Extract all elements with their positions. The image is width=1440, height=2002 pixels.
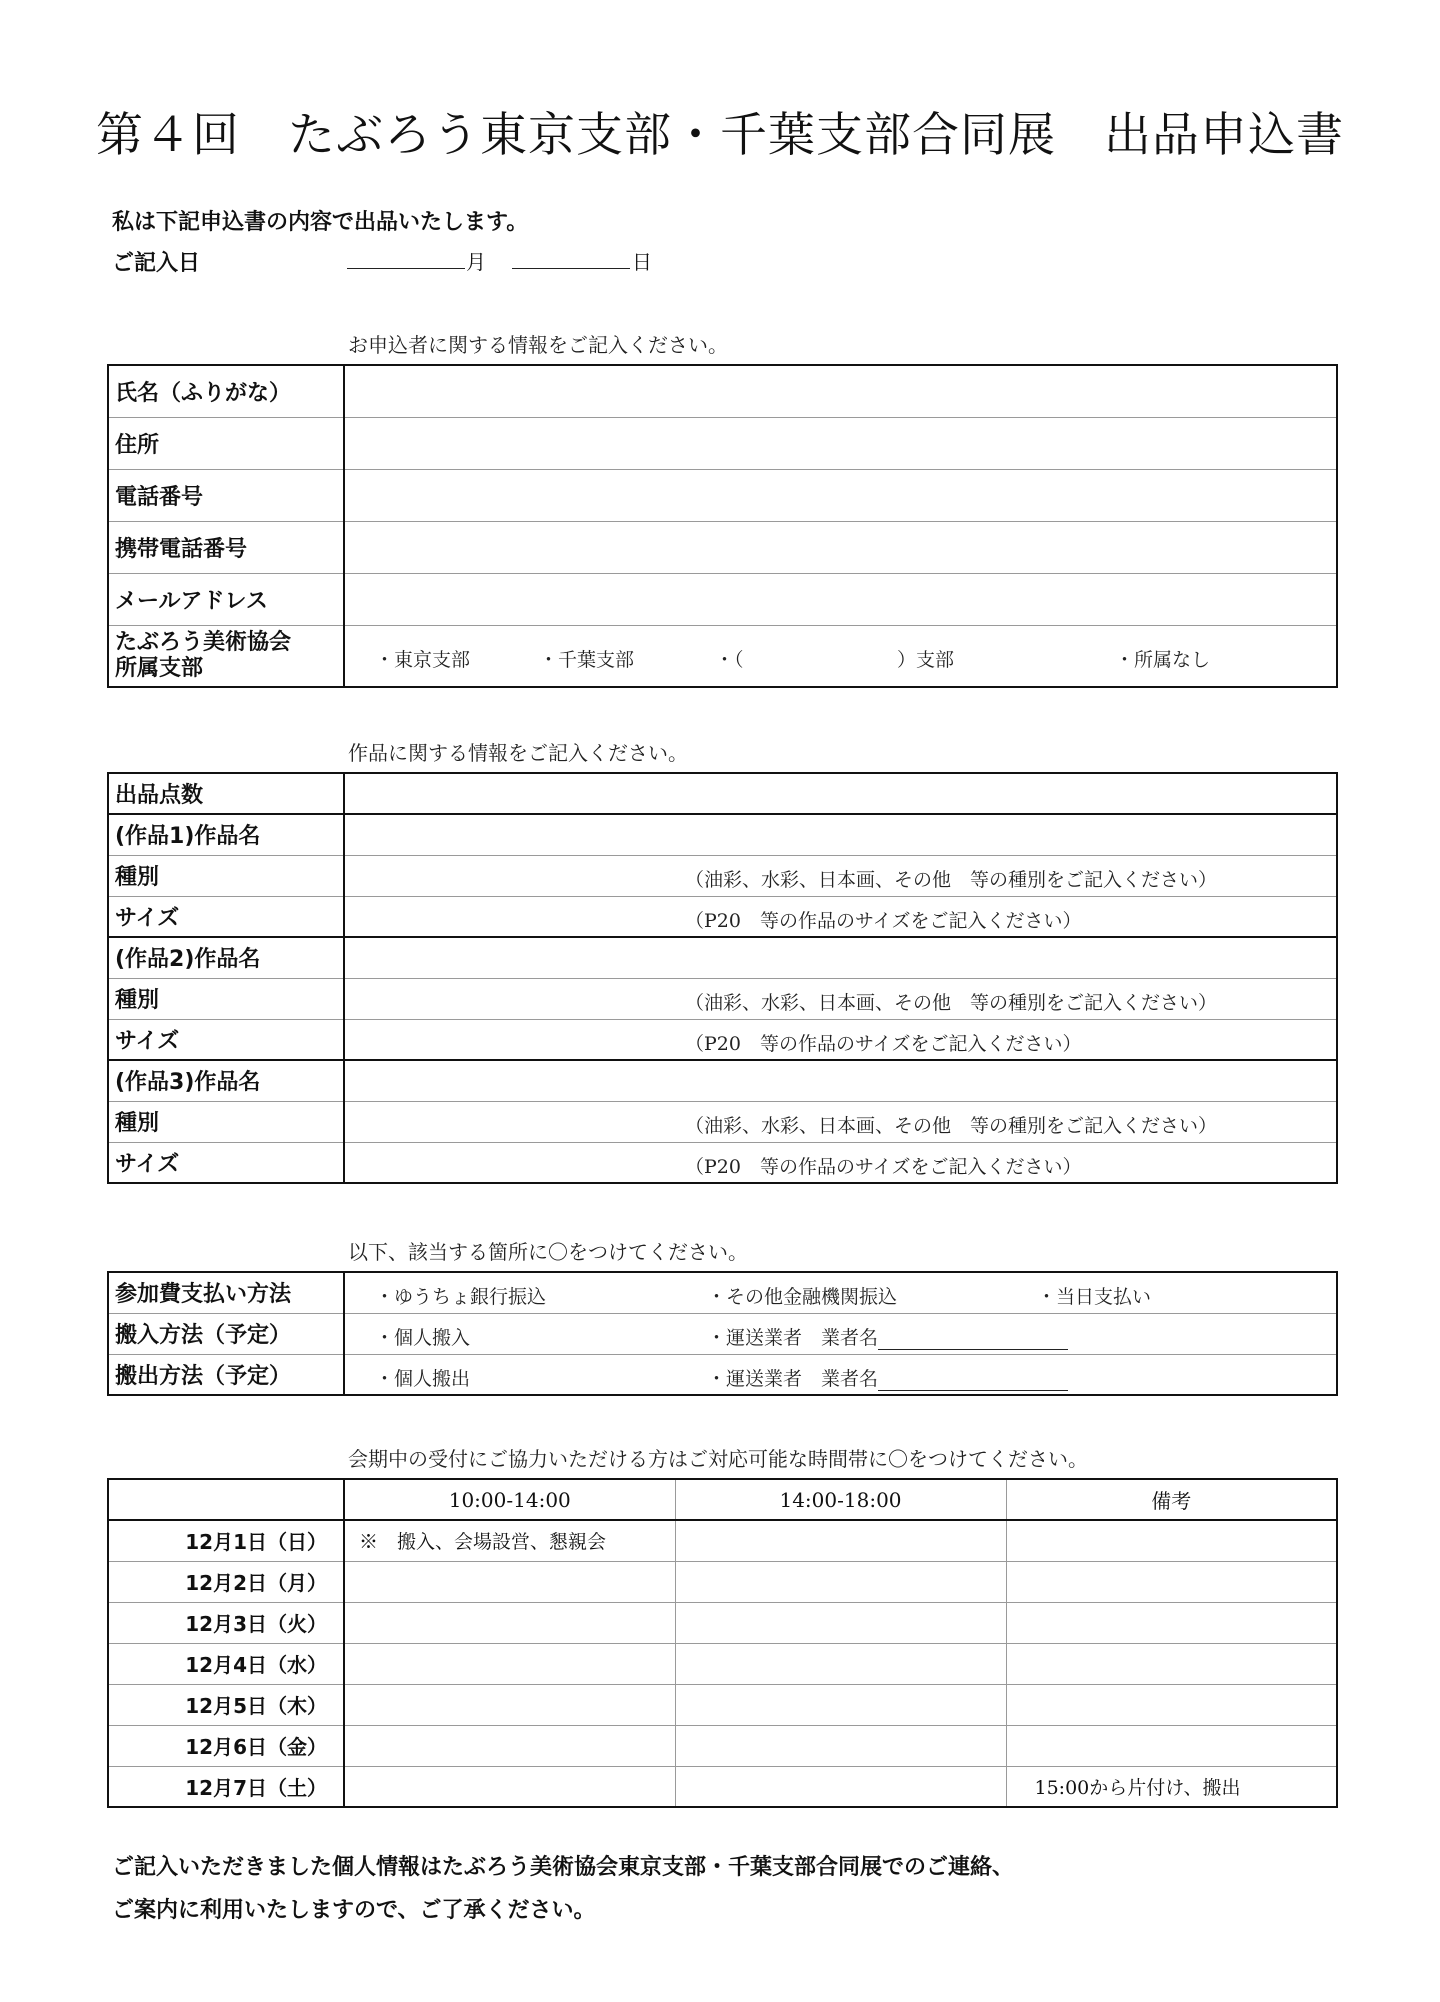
affiliation-label-line2: 所属支部: [115, 655, 204, 681]
option-carrier-out[interactable]: [707, 1364, 1068, 1391]
delivery-out-row: [108, 1354, 1337, 1395]
delivery-in-row: [108, 1313, 1337, 1354]
work1-size-hint: （P20 等の作品のサイズをご記入ください）: [685, 909, 1082, 932]
applicant-row-name: [108, 365, 1337, 417]
day-unit: 日: [632, 250, 652, 274]
affiliation-field: [344, 625, 1337, 687]
work2-size-field[interactable]: [344, 1019, 1337, 1060]
option-tokyo-branch[interactable]: ・東京支部: [375, 648, 471, 671]
applicant-note: お申込者に関する情報をご記入ください。: [348, 333, 728, 357]
option-carrier-out-label: ・運送業者 業者名: [707, 1367, 879, 1390]
methods-note: 以下、該当する箇所に〇をつけてください。: [348, 1240, 748, 1264]
month-input[interactable]: [347, 268, 465, 269]
slot-morning-cell[interactable]: [344, 1602, 675, 1643]
address-label: 住所: [108, 417, 344, 469]
slot-morning-cell[interactable]: ※ 搬入、会場設営、懇親会: [344, 1520, 675, 1561]
payment-label: 参加費支払い方法: [108, 1272, 344, 1313]
footer-line2: ご案内に利用いたしますので、ご了承ください。: [112, 1898, 596, 1923]
works-note: 作品に関する情報をご記入ください。: [348, 741, 688, 765]
schedule-row: [108, 1725, 1337, 1766]
work2-name-field[interactable]: [344, 937, 1337, 978]
work3-type-field[interactable]: [344, 1101, 1337, 1142]
delivery-out-label: 搬出方法（予定）: [108, 1354, 344, 1395]
schedule-date: 12月2日（月）: [108, 1561, 344, 1602]
slot-afternoon-cell[interactable]: [675, 1643, 1006, 1684]
schedule-row: [108, 1561, 1337, 1602]
work3-size-row: [108, 1142, 1337, 1183]
schedule-row: [108, 1602, 1337, 1643]
remark-cell[interactable]: [1006, 1643, 1337, 1684]
applicant-row-mobile: [108, 521, 1337, 573]
delivery-out-options: [344, 1354, 1337, 1395]
email-label: メールアドレス: [108, 573, 344, 625]
applicant-row-affiliation: [108, 625, 1337, 687]
address-field[interactable]: [344, 417, 1337, 469]
payment-row: [108, 1272, 1337, 1313]
month-unit: 月: [466, 250, 486, 274]
header-remarks: 備考: [1006, 1479, 1337, 1520]
slot-morning-cell[interactable]: [344, 1643, 675, 1684]
slot-afternoon-cell[interactable]: [675, 1725, 1006, 1766]
slot-afternoon-cell[interactable]: [675, 1520, 1006, 1561]
work1-type-label: 種別: [108, 855, 344, 896]
schedule-date: 12月6日（金）: [108, 1725, 344, 1766]
work2-type-row: [108, 978, 1337, 1019]
schedule-header-blank: [108, 1479, 344, 1520]
work2-name-row: [108, 937, 1337, 978]
slot-morning-cell[interactable]: [344, 1684, 675, 1725]
work3-size-label: サイズ: [108, 1142, 344, 1183]
work1-size-label: サイズ: [108, 896, 344, 937]
schedule-date: 12月7日（土）: [108, 1766, 344, 1807]
option-pay-on-day[interactable]: ・当日支払い: [1037, 1286, 1152, 1308]
work3-type-hint: （油彩、水彩、日本画、その他 等の種別をご記入ください）: [685, 1114, 1218, 1137]
work2-type-field[interactable]: [344, 978, 1337, 1019]
option-other-branch-open[interactable]: ・（: [715, 648, 744, 671]
form-title: 第４回 たぶろう東京支部・千葉支部合同展 出品申込書: [96, 108, 1344, 163]
work3-size-field[interactable]: [344, 1142, 1337, 1183]
affiliation-label-line1: たぶろう美術協会: [115, 629, 292, 655]
work1-size-row: [108, 896, 1337, 937]
work2-size-hint: （P20 等の作品のサイズをご記入ください）: [685, 1032, 1082, 1055]
work1-type-hint: （油彩、水彩、日本画、その他 等の種別をご記入ください）: [685, 868, 1218, 891]
option-carrier-in-label: ・運送業者 業者名: [707, 1326, 879, 1349]
slot-afternoon-cell[interactable]: [675, 1766, 1006, 1807]
work1-name-label: (作品1)作品名: [108, 814, 344, 855]
work3-size-hint: （P20 等の作品のサイズをご記入ください）: [685, 1155, 1082, 1178]
intro-text: 私は下記申込書の内容で出品いたします。: [112, 210, 529, 235]
footer-line1: ご記入いただきました個人情報はたぶろう美術協会東京支部・千葉支部合同展でのご連絡、: [112, 1855, 1015, 1880]
remark-cell[interactable]: [1006, 1602, 1337, 1643]
remark-cell[interactable]: [1006, 1684, 1337, 1725]
work2-type-label: 種別: [108, 978, 344, 1019]
work2-name-label: (作品2)作品名: [108, 937, 344, 978]
schedule-row: [108, 1684, 1337, 1725]
applicant-row-address: [108, 417, 1337, 469]
works-count-row: [108, 773, 1337, 814]
slot-afternoon-cell[interactable]: [675, 1561, 1006, 1602]
phone-field[interactable]: [344, 469, 1337, 521]
work1-type-row: [108, 855, 1337, 896]
option-other-branch-close: ）支部: [897, 648, 955, 671]
option-self-carry-out[interactable]: ・個人搬出: [375, 1367, 471, 1390]
methods-table: [107, 1271, 1338, 1396]
work1-type-field[interactable]: [344, 855, 1337, 896]
option-other-bank-transfer[interactable]: ・その他金融機関振込: [707, 1286, 898, 1308]
remark-cell[interactable]: [1006, 1561, 1337, 1602]
day-input[interactable]: [512, 268, 630, 269]
option-carrier-in[interactable]: [707, 1323, 1068, 1350]
carrier-in-name-input[interactable]: [878, 1331, 1068, 1350]
schedule-row: [108, 1766, 1337, 1807]
work1-name-row: [108, 814, 1337, 855]
slot-afternoon-cell[interactable]: [675, 1684, 1006, 1725]
mobile-field[interactable]: [344, 521, 1337, 573]
work2-size-row: [108, 1019, 1337, 1060]
payment-options: [344, 1272, 1337, 1313]
schedule-note: 会期中の受付にご協力いただける方はご対応可能な時間帯に〇をつけてください。: [348, 1447, 1088, 1471]
work3-name-label: (作品3)作品名: [108, 1060, 344, 1101]
schedule-header-row: [108, 1479, 1337, 1520]
option-chiba-branch[interactable]: ・千葉支部: [539, 648, 635, 671]
schedule-date: 12月3日（火）: [108, 1602, 344, 1643]
delivery-in-options: [344, 1313, 1337, 1354]
header-slot-morning: 10:00-14:00: [344, 1479, 675, 1520]
schedule-date: 12月4日（水）: [108, 1643, 344, 1684]
work3-name-field[interactable]: [344, 1060, 1337, 1101]
name-label: 氏名（ふりがな）: [108, 365, 344, 417]
name-field[interactable]: [344, 365, 1337, 417]
slot-morning-cell[interactable]: [344, 1561, 675, 1602]
remark-cell[interactable]: [1006, 1725, 1337, 1766]
work3-type-label: 種別: [108, 1101, 344, 1142]
schedule-row: [108, 1520, 1337, 1561]
schedule-table: [107, 1478, 1338, 1808]
count-label: 出品点数: [108, 773, 344, 814]
work2-type-hint: （油彩、水彩、日本画、その他 等の種別をご記入ください）: [685, 991, 1218, 1014]
schedule-date: 12月5日（木）: [108, 1684, 344, 1725]
work3-type-row: [108, 1101, 1337, 1142]
carrier-out-name-input[interactable]: [878, 1372, 1068, 1391]
option-no-affiliation[interactable]: ・所属なし: [1115, 648, 1211, 671]
delivery-in-label: 搬入方法（予定）: [108, 1313, 344, 1354]
affiliation-label: [108, 625, 344, 687]
option-yucho-transfer[interactable]: ・ゆうちょ銀行振込: [375, 1286, 547, 1308]
work1-name-field[interactable]: [344, 814, 1337, 855]
work3-name-row: [108, 1060, 1337, 1101]
works-table: [107, 772, 1338, 1184]
applicant-row-email: [108, 573, 1337, 625]
option-self-carry-in[interactable]: ・個人搬入: [375, 1326, 471, 1349]
mobile-label: 携帯電話番号: [108, 521, 344, 573]
slot-morning-cell[interactable]: [344, 1766, 675, 1807]
phone-label: 電話番号: [108, 469, 344, 521]
slot-morning-cell[interactable]: [344, 1725, 675, 1766]
count-field[interactable]: [344, 773, 1337, 814]
slot-afternoon-cell[interactable]: [675, 1602, 1006, 1643]
work2-size-label: サイズ: [108, 1019, 344, 1060]
remark-cell[interactable]: 15:00から片付け、搬出: [1006, 1766, 1337, 1807]
header-slot-afternoon: 14:00-18:00: [675, 1479, 1006, 1520]
remark-cell[interactable]: [1006, 1520, 1337, 1561]
applicant-row-phone: [108, 469, 1337, 521]
schedule-date: 12月1日（日）: [108, 1520, 344, 1561]
schedule-row: [108, 1643, 1337, 1684]
applicant-table: [107, 364, 1338, 688]
work1-size-field[interactable]: [344, 896, 1337, 937]
date-label: ご記入日: [112, 251, 201, 276]
email-field[interactable]: [344, 573, 1337, 625]
